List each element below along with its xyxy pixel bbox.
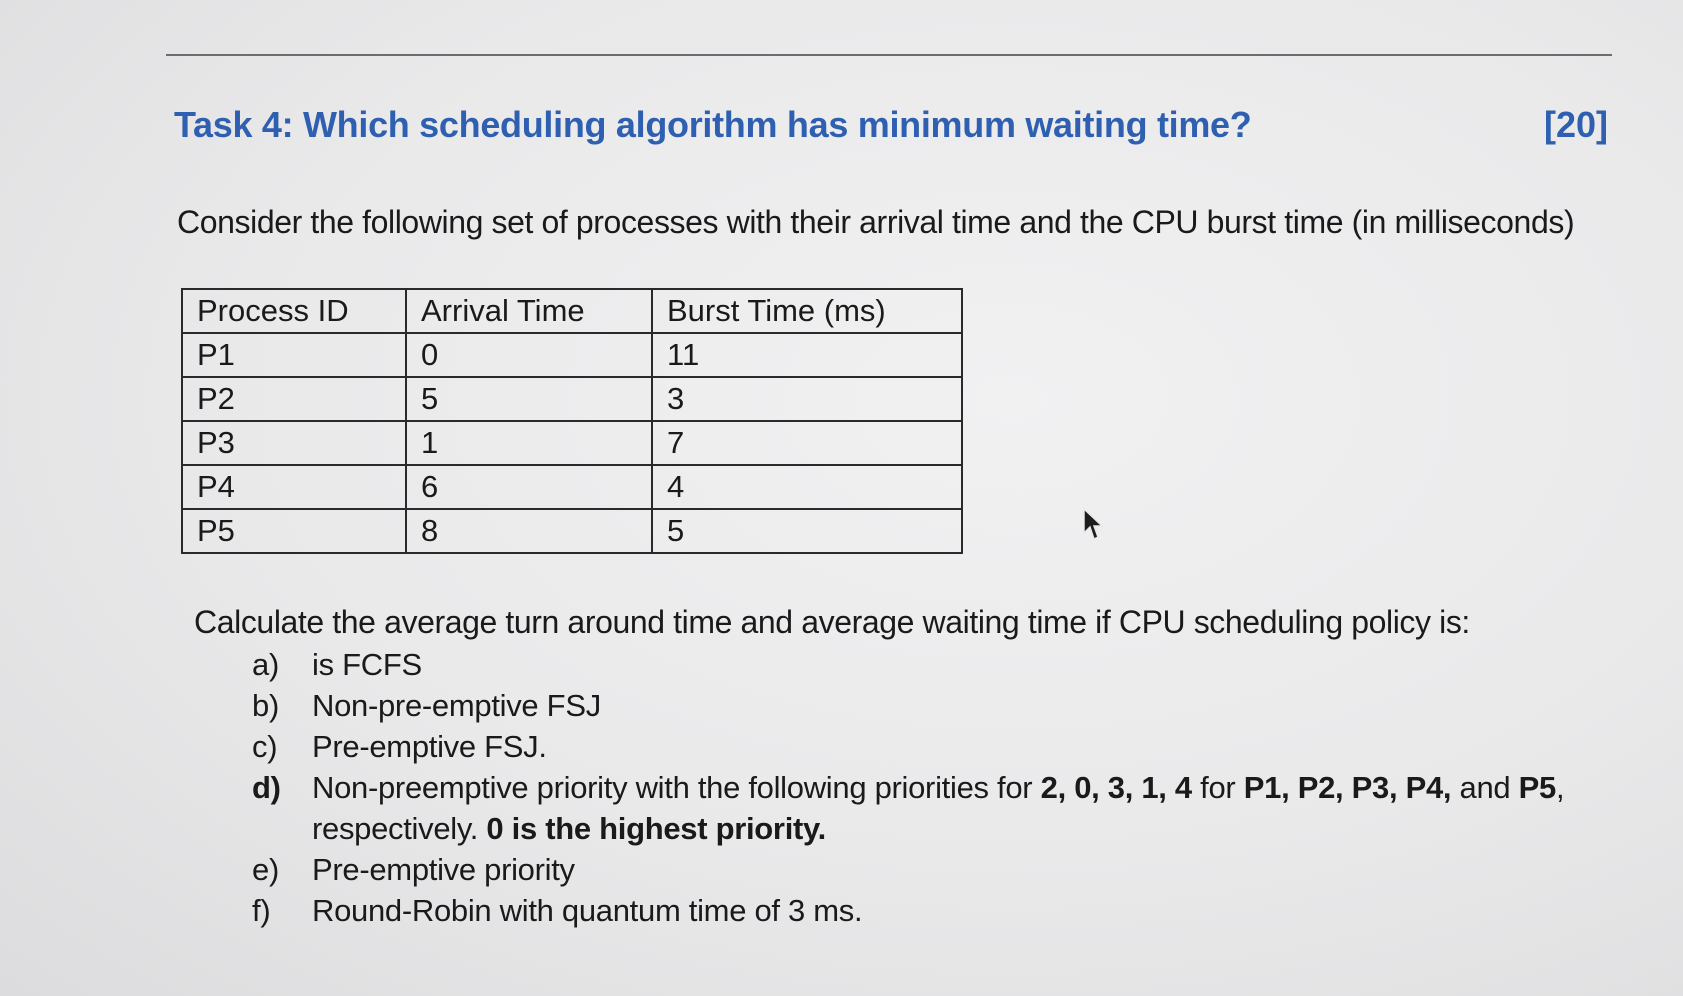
cell-process-id: P1 xyxy=(182,333,406,377)
cell-burst-time: 5 xyxy=(652,509,962,553)
item-text: is FCFS xyxy=(312,647,422,682)
text-part: , respectively. xyxy=(312,770,1565,846)
highest-priority-note: 0 is the highest priority. xyxy=(486,811,826,846)
table-header-row xyxy=(182,289,962,333)
process-names: P1, P2, P3, P4, xyxy=(1243,770,1452,805)
header-burst-time: Burst Time (ms) xyxy=(652,289,962,333)
cell-burst-time: 7 xyxy=(652,421,962,465)
cell-burst-time: 11 xyxy=(652,333,962,377)
process-table xyxy=(181,288,963,554)
item-text: Pre-emptive priority xyxy=(312,852,575,887)
top-divider xyxy=(166,54,1612,56)
item-marker: a) xyxy=(252,647,279,682)
cell-burst-time: 4 xyxy=(652,465,962,509)
item-marker: f) xyxy=(252,893,271,928)
list-item xyxy=(252,849,1612,890)
cell-arrival-time: 6 xyxy=(406,465,652,509)
calculate-instruction: Calculate the average turn around time and average waiting time if CPU scheduling policy is: xyxy=(194,604,1470,640)
text-part: Non-preemptive priority with the following priorities for xyxy=(312,770,1041,805)
header-process-id: Process ID xyxy=(182,289,406,333)
mouse-pointer-icon xyxy=(1082,507,1106,543)
item-marker: b) xyxy=(252,688,279,723)
item-text: Round-Robin with quantum time of 3 ms. xyxy=(312,893,863,928)
table-row xyxy=(182,377,962,421)
task-marks: [20] xyxy=(1544,104,1609,145)
intro-text: Consider the following set of processes with their arrival time and the CPU burst time (in milliseconds) xyxy=(177,204,1575,240)
cell-arrival-time: 5 xyxy=(406,377,652,421)
item-marker: d) xyxy=(252,770,281,805)
list-item xyxy=(252,726,1612,767)
priority-values: 2, 0, 3, 1, 4 xyxy=(1040,770,1192,805)
item-text: Non-pre-emptive FSJ xyxy=(312,688,601,723)
cell-process-id: P5 xyxy=(182,509,406,553)
cell-process-id: P4 xyxy=(182,465,406,509)
item-text xyxy=(312,767,1612,849)
header-arrival-time: Arrival Time xyxy=(406,289,652,333)
table-row xyxy=(182,509,962,553)
list-item xyxy=(252,890,1612,931)
cell-burst-time: 3 xyxy=(652,377,962,421)
cell-arrival-time: 0 xyxy=(406,333,652,377)
list-item xyxy=(252,685,1612,726)
item-marker: c) xyxy=(252,729,278,764)
policy-list xyxy=(252,644,1612,931)
process-name-last: P5 xyxy=(1518,770,1556,805)
table-row xyxy=(182,421,962,465)
item-marker: e) xyxy=(252,852,279,887)
text-part: and xyxy=(1451,770,1519,805)
task-title: Task 4: Which scheduling algorithm has minimum waiting time? xyxy=(174,104,1252,145)
cell-process-id: P3 xyxy=(182,421,406,465)
cell-arrival-time: 8 xyxy=(406,509,652,553)
list-item xyxy=(252,644,1612,685)
cell-arrival-time: 1 xyxy=(406,421,652,465)
table-row xyxy=(182,465,962,509)
text-part: for xyxy=(1191,770,1244,805)
table-row xyxy=(182,333,962,377)
cell-process-id: P2 xyxy=(182,377,406,421)
item-text: Pre-emptive FSJ. xyxy=(312,729,547,764)
list-item xyxy=(252,767,1612,849)
